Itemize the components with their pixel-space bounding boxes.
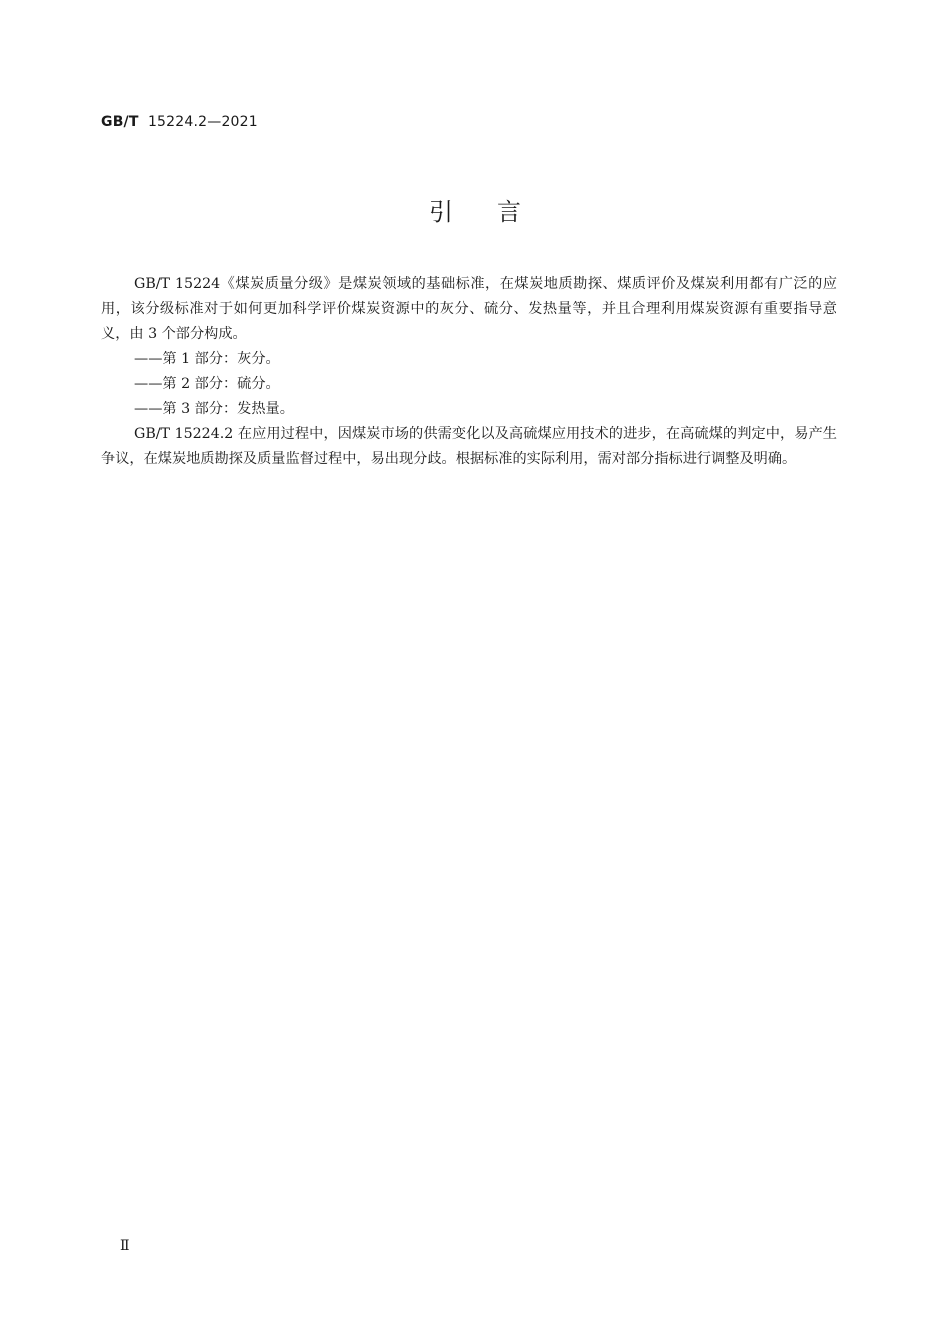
list-item-part-3: ——第 3 部分：发热量。 (134, 401, 294, 417)
intro-paragraph-2: GB/T 15224.2 在应用过程中，因煤炭市场的供需变化以及高硫煤应用技术的进步，在高硫煤的判定中，易产生争议，在煤炭地质勘探及质量监督过程中，易出现分歧。根据标准的实际利用，需对部分指标进行调整及明确。 (101, 426, 837, 467)
list-item-part-2: ——第 2 部分：硫分。 (134, 376, 280, 392)
document-body (101, 272, 837, 472)
page-number: Ⅱ (120, 1238, 130, 1254)
page-title: 引言 (429, 198, 565, 226)
list-item-part-1: ——第 1 部分：灰分。 (134, 351, 280, 367)
intro-paragraph-1: GB/T 15224《煤炭质量分级》是煤炭领域的基础标准，在煤炭地质勘探、煤质评价及煤炭利用都有广泛的应用，该分级标准对于如何更加科学评价煤炭资源中的灰分、硫分、发热量等，并且合理利用煤炭资源有重要指导意义，由 3 个部分构成。 (101, 276, 837, 342)
standard-code-header (101, 114, 258, 130)
standard-code-number: 15224.2—2021 (147, 114, 258, 130)
standard-code-prefix: GB/T (101, 114, 139, 130)
